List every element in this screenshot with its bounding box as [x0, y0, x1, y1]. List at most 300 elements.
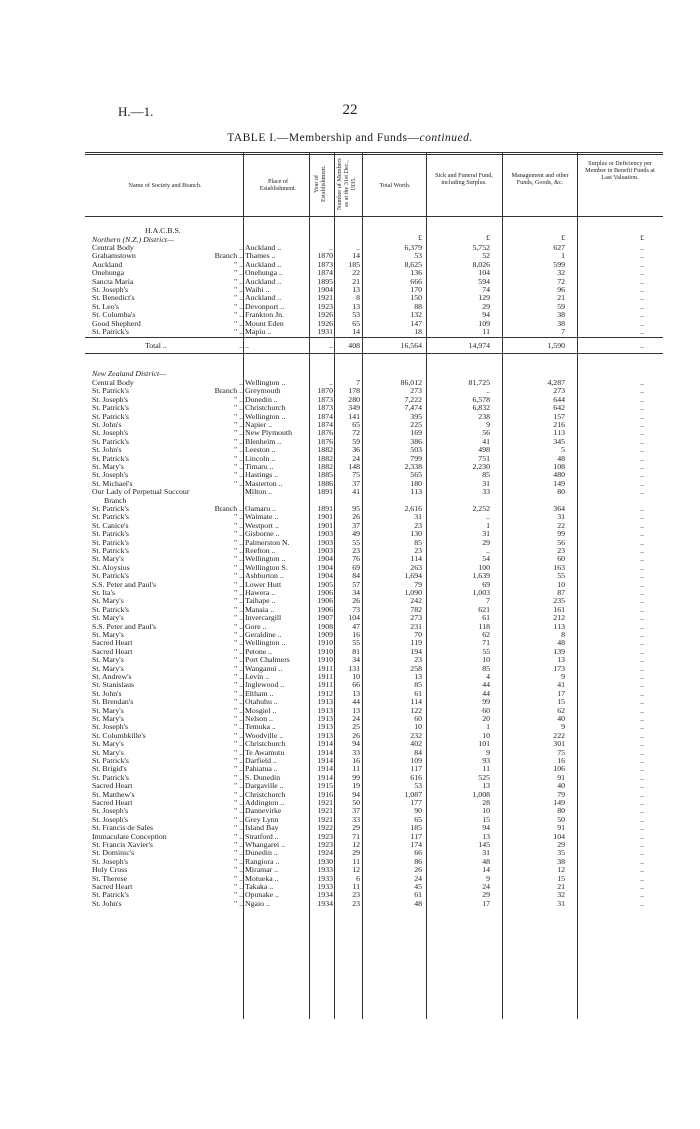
- cell-mem: 11: [352, 856, 360, 866]
- table-row: [85, 421, 663, 429]
- cell-mem: 47: [352, 621, 360, 631]
- cell-br: " ..: [233, 747, 243, 757]
- table-row: [85, 564, 663, 572]
- cell-year: 1882: [317, 445, 333, 455]
- cell-worth: 2,616: [404, 504, 422, 513]
- cell-place: Stratford ..: [245, 831, 279, 841]
- cell-mgmt: 113: [553, 621, 565, 631]
- cell-mgmt: 480: [553, 470, 565, 480]
- cell-br: " ..: [233, 680, 243, 690]
- table-row: [85, 471, 663, 479]
- cell-worth: 782: [410, 604, 422, 614]
- cell-year: 1905: [317, 579, 333, 589]
- cell-br: " ..: [233, 462, 243, 471]
- table-row: [85, 429, 663, 437]
- cell-name: Branch: [104, 495, 127, 505]
- cell-year: 1873: [317, 394, 333, 404]
- table-row: [85, 455, 663, 463]
- table-row: [85, 614, 663, 622]
- cell-mgmt: 48: [557, 638, 565, 648]
- table-row: [85, 732, 663, 740]
- cell-sick: ..: [486, 512, 490, 522]
- cell-year: 1913: [317, 722, 333, 732]
- cell-br: " ..: [233, 646, 243, 656]
- cell-br: " ..: [233, 436, 243, 446]
- cell-place: Opunake ..: [245, 890, 279, 900]
- cell-mem: 59: [352, 436, 360, 446]
- cell-sick: 4: [486, 672, 490, 681]
- cell-br: " ..: [233, 529, 243, 539]
- cell-surp: ..: [640, 898, 644, 908]
- cell-mem: 14: [352, 327, 360, 336]
- cell-place: Wellington S.: [245, 562, 288, 572]
- cell-sick: 56: [482, 428, 490, 438]
- table-row: [85, 690, 663, 698]
- cell-sick: 118: [478, 621, 490, 631]
- cell-mgmt: 48: [557, 453, 565, 463]
- table-row: [85, 505, 663, 513]
- cell-worth: 169: [410, 428, 422, 438]
- table-row: [85, 623, 663, 631]
- cell-mgmt: 40: [557, 714, 565, 723]
- cell-surp: ..: [640, 772, 644, 782]
- cell-sick: 48: [482, 856, 490, 866]
- cell-surp: ..: [640, 630, 644, 639]
- cell-year: 1895: [317, 276, 333, 286]
- cell-name: Auckland: [92, 259, 123, 269]
- cell-name: St. Joseph's: [92, 285, 129, 294]
- cell-mgmt: 644: [553, 394, 565, 404]
- cell-place: Island Bay: [245, 823, 279, 833]
- cell-surp: ..: [640, 276, 644, 286]
- cell-sick: 104: [478, 268, 490, 278]
- cell-year: 1870: [317, 386, 333, 396]
- cell-mem: 55: [352, 638, 360, 648]
- cell-mem: 25: [352, 722, 360, 732]
- cell-worth: 273: [410, 613, 422, 623]
- cell-mem: 185: [348, 259, 360, 269]
- cell-name: St. Mary's: [92, 613, 124, 623]
- cell-name: St. Mary's: [92, 554, 124, 564]
- cell-place: Wellington ..: [245, 638, 286, 648]
- cell-name: St. Stanislaus: [92, 680, 135, 690]
- cell-br: " ..: [233, 604, 243, 614]
- cell-name: St. Joseph's: [92, 814, 129, 824]
- cell-name: St. Mary's: [92, 663, 124, 673]
- cell-surp: ..: [640, 378, 644, 387]
- cell-mgmt: 21: [557, 882, 565, 891]
- cell-year: 1874: [317, 420, 333, 429]
- cell-worth: 136: [410, 268, 422, 278]
- cell-place: Masterton ..: [245, 478, 283, 488]
- cell-surp: ..: [640, 840, 644, 849]
- cell-sick: 11: [482, 327, 490, 336]
- cell-place: Devonport ..: [245, 301, 285, 311]
- cell-surp: ..: [640, 588, 644, 597]
- cell-mgmt: 9: [561, 722, 565, 732]
- cell-mem: 29: [352, 848, 360, 858]
- cell-place: Auckland ..: [245, 243, 282, 252]
- cell-sick: 145: [478, 840, 490, 849]
- cell-worth: 23: [414, 655, 422, 665]
- cell-br: " ..: [233, 268, 243, 278]
- cell-worth: 666: [410, 276, 422, 286]
- cell-place: New Plymouth: [245, 428, 292, 438]
- cell-br: " ..: [233, 814, 243, 824]
- cell-worth: 85: [414, 537, 422, 547]
- cell-mgmt: 23: [557, 546, 565, 555]
- cell-mem: 55: [352, 537, 360, 547]
- cell-worth: 6,379: [404, 243, 422, 252]
- cell-place: Woodville ..: [245, 730, 284, 740]
- cell-mgmt: 8: [561, 630, 565, 639]
- cell-mgmt: 91: [557, 772, 565, 782]
- cell-surp: ..: [640, 562, 644, 572]
- cell-worth: 70: [414, 630, 422, 639]
- cell-br: Branch ..: [214, 386, 243, 396]
- table-row: [85, 572, 663, 580]
- cell-sick: 94: [482, 310, 490, 320]
- cell-sick: 17: [482, 898, 490, 908]
- cell-surp: ..: [640, 865, 644, 875]
- cell-mgmt: 161: [553, 604, 565, 614]
- cell-name: St. John's: [92, 898, 122, 908]
- cell-year: 1903: [317, 537, 333, 547]
- cell-mem: 19: [352, 781, 360, 791]
- currency-mgmt: £: [561, 233, 565, 242]
- cell-mem: 44: [352, 697, 360, 707]
- header-surplus: Surplus or Deficiency per Member in Benefit Funds at Last Valuation.: [585, 160, 655, 181]
- cell-surp: ..: [640, 806, 644, 816]
- cell-year: 1885: [317, 470, 333, 480]
- cell-year: 1904: [317, 285, 333, 294]
- table-row: [85, 286, 663, 294]
- cell-place: Greymouth: [245, 386, 281, 396]
- cell-mem: 33: [352, 747, 360, 757]
- currency-sick: £: [486, 233, 490, 242]
- table-row: [85, 841, 663, 849]
- cell-mem: 29: [352, 823, 360, 833]
- cell-name: Sacred Heart: [92, 781, 133, 791]
- cell-br: " ..: [233, 301, 243, 311]
- cell-mgmt: 173: [553, 663, 565, 673]
- cell-place: Grey Lynn: [245, 814, 279, 824]
- cell-sick: 31: [482, 848, 490, 858]
- cell-surp: ..: [640, 613, 644, 623]
- table-row: [85, 891, 663, 899]
- cell-place: Dunedin ..: [245, 848, 278, 858]
- cell-place: Te Awamutu: [245, 747, 285, 757]
- cell-mgmt: 31: [557, 898, 565, 908]
- rule: [85, 353, 663, 354]
- table-row: [85, 379, 663, 387]
- cell-surp: ..: [640, 739, 644, 749]
- cell-br: " ..: [233, 621, 243, 631]
- cell-year: 1921: [317, 814, 333, 824]
- cell-mgmt: 96: [557, 285, 565, 294]
- cell-mem: 50: [352, 798, 360, 807]
- cell-place: ..: [245, 341, 249, 351]
- cell-worth: 7,222: [404, 394, 422, 404]
- cell-year: 1930: [317, 856, 333, 866]
- cell-surp: ..: [640, 453, 644, 463]
- cell-name: St. Patrick's: [92, 386, 129, 396]
- cell-sick: 44: [482, 688, 490, 698]
- cell-year: 1921: [317, 798, 333, 807]
- cell-name: Sacred Heart: [92, 646, 133, 656]
- cell-mgmt: 17: [557, 688, 565, 698]
- cell-name: St. Leo's: [92, 301, 119, 311]
- cell-sick: 14: [482, 865, 490, 875]
- cell-br: " ..: [233, 445, 243, 455]
- cell-surp: ..: [640, 848, 644, 858]
- cell-mgmt: 149: [553, 478, 565, 488]
- cell-mem: 12: [352, 840, 360, 849]
- cell-surp: ..: [640, 546, 644, 555]
- header-place: Place of Establishment.: [259, 178, 297, 192]
- cell-mgmt: 15: [557, 873, 565, 883]
- cell-surp: ..: [640, 781, 644, 791]
- cell-place: Auckland ..: [245, 259, 282, 269]
- cell-surp: ..: [640, 764, 644, 774]
- cell-sick: 9: [486, 420, 490, 429]
- cell-surp: ..: [640, 285, 644, 294]
- table-row: [85, 463, 663, 471]
- district-nz: New Zealand District—: [92, 369, 167, 379]
- cell-mem: 34: [352, 655, 360, 665]
- cell-place: Pahiatua ..: [245, 764, 278, 774]
- cell-surp: ..: [640, 520, 644, 530]
- cell-sick: 55: [482, 646, 490, 656]
- cell-br: Branch ..: [214, 251, 243, 261]
- cell-sick: 41: [482, 436, 490, 446]
- cell-surp: ..: [640, 512, 644, 522]
- cell-surp: ..: [640, 554, 644, 564]
- cell-worth: 31: [414, 512, 422, 522]
- cell-br: " ..: [233, 579, 243, 589]
- cell-sick: 20: [482, 714, 490, 723]
- cell-surp: ..: [640, 697, 644, 707]
- cell-place: Palmerston N.: [245, 537, 290, 547]
- cell-mgmt: 59: [557, 301, 565, 311]
- cell-name: St. Patrick's: [92, 436, 129, 446]
- cell-year: 1914: [317, 764, 333, 774]
- cell-name: S.S. Peter and Paul's: [92, 621, 156, 631]
- cell-place: Inglewood ..: [245, 680, 285, 690]
- cell-surp: ..: [640, 394, 644, 404]
- cell-worth: 799: [410, 453, 422, 463]
- cell-mgmt: 80: [557, 487, 565, 497]
- table-row: [85, 244, 663, 252]
- cell-sick: ..: [486, 546, 490, 555]
- cell-place: Oamaru ..: [245, 504, 276, 513]
- cell-worth: 263: [410, 562, 422, 572]
- cell-mem: 24: [352, 453, 360, 463]
- cell-surp: ..: [640, 310, 644, 320]
- cell-worth: 180: [410, 478, 422, 488]
- cell-year: ..: [329, 341, 333, 351]
- cell-place: Port Chalmers: [245, 655, 290, 665]
- cell-place: Mapiu ..: [245, 327, 272, 336]
- cell-sick: 15: [482, 814, 490, 824]
- cell-place: Whangarei ..: [245, 840, 286, 849]
- cell-place: Onehunga ..: [245, 268, 283, 278]
- cell-mgmt: 108: [553, 462, 565, 471]
- cell-place: Ashburton ..: [245, 571, 284, 581]
- cell-mem: 131: [348, 663, 360, 673]
- cell-year: 1876: [317, 428, 333, 438]
- cell-surp: ..: [640, 251, 644, 261]
- cell-place: Wanganui ..: [245, 663, 283, 673]
- cell-surp: ..: [640, 327, 644, 336]
- cell-sick: 31: [482, 529, 490, 539]
- cell-year: 1923: [317, 301, 333, 311]
- cell-br: " ..: [233, 630, 243, 639]
- cell-sick: 94: [482, 823, 490, 833]
- cell-year: 1931: [317, 327, 333, 336]
- district-northern: Northern (N.Z.) District—: [92, 235, 174, 244]
- cell-mem: 66: [352, 680, 360, 690]
- cell-mgmt: 5: [561, 445, 565, 455]
- table-row: [85, 278, 663, 286]
- cell-surp: ..: [640, 579, 644, 589]
- cell-surp: ..: [640, 604, 644, 614]
- cell-worth: 114: [410, 554, 422, 564]
- cell-year: 1922: [317, 823, 333, 833]
- cell-worth: 242: [410, 596, 422, 606]
- cell-mem: 148: [348, 462, 360, 471]
- cell-br: " ..: [233, 520, 243, 530]
- cell-year: 1904: [317, 571, 333, 581]
- cell-mgmt: 235: [553, 596, 565, 606]
- cell-worth: 8,625: [404, 259, 422, 269]
- cell-place: Waimate ..: [245, 512, 279, 522]
- cell-year: 1933: [317, 873, 333, 883]
- cell-place: Thames ..: [245, 251, 276, 261]
- cell-place: Wellington ..: [245, 554, 286, 564]
- cell-surp: ..: [640, 638, 644, 648]
- cell-sick: 71: [482, 638, 490, 648]
- table-row: [85, 639, 663, 647]
- cell-sick: 44: [482, 680, 490, 690]
- cell-year: 1909: [317, 630, 333, 639]
- cell-worth: 65: [414, 814, 422, 824]
- cell-surp: ..: [640, 341, 644, 351]
- cell-name: Our Lady of Perpetual Succour: [92, 487, 190, 497]
- cell-mgmt: 104: [553, 831, 565, 841]
- cell-worth: 66: [414, 848, 422, 858]
- cell-surp: ..: [640, 301, 644, 311]
- cell-place: Miramar ..: [245, 865, 279, 875]
- cell-worth: 395: [410, 411, 422, 421]
- cell-name: Immaculate Conception: [92, 831, 167, 841]
- cell-mem: 13: [352, 301, 360, 311]
- cell-name: St. Andrew's: [92, 672, 132, 681]
- cell-br: " ..: [233, 411, 243, 421]
- cell-place: Frankton Jn.: [245, 310, 284, 320]
- table-row: [85, 866, 663, 874]
- cell-mem: 16: [352, 630, 360, 639]
- cell-surp: ..: [640, 268, 644, 278]
- cell-surp: ..: [640, 436, 644, 446]
- cell-place: Milton ..: [245, 487, 273, 497]
- cell-year: 1903: [317, 529, 333, 539]
- table-row: [85, 252, 663, 260]
- cell-name: Good Shepherd: [92, 318, 141, 328]
- cell-year: 1874: [317, 411, 333, 421]
- cell-sick: 31: [482, 478, 490, 488]
- cell-worth: 79: [414, 579, 422, 589]
- cell-name: St. Patrick's: [92, 512, 129, 522]
- cell-sick: 10: [482, 655, 490, 665]
- cell-mgmt: 38: [557, 310, 565, 320]
- cell-year: 1914: [317, 739, 333, 749]
- cell-worth: 86,012: [400, 378, 422, 387]
- cell-year: 1921: [317, 293, 333, 303]
- cell-mgmt: 364: [553, 504, 565, 513]
- cell-br: " ..: [233, 840, 243, 849]
- cell-sick: 14,974: [468, 341, 490, 351]
- cell-worth: 13: [414, 672, 422, 681]
- cell-worth: 231: [410, 621, 422, 631]
- cell-place: Takaka ..: [245, 882, 274, 891]
- cell-place: Christchurch: [245, 789, 286, 799]
- cell-year: 1934: [317, 898, 333, 908]
- cell-sick: ..: [486, 386, 490, 396]
- cell-name: St. Mary's: [92, 739, 124, 749]
- cell-br: " ..: [233, 546, 243, 555]
- cell-mgmt: 163: [553, 562, 565, 572]
- cell-mgmt: 1,590: [547, 341, 565, 351]
- table-row: [85, 900, 663, 908]
- cell-surp: ..: [640, 672, 644, 681]
- cell-surp: ..: [640, 705, 644, 715]
- cell-mem: 73: [352, 604, 360, 614]
- cell-name: St. Patrick's: [92, 890, 129, 900]
- cell-sick: 101: [478, 739, 490, 749]
- cell-mem: 65: [352, 420, 360, 429]
- cell-br: " ..: [233, 276, 243, 286]
- cell-name: St. Mary's: [92, 596, 124, 606]
- cell-place: Dargaville ..: [245, 781, 284, 791]
- cell-worth: 402: [410, 739, 422, 749]
- cell-br: " ..: [233, 571, 243, 581]
- cell-br: " ..: [233, 663, 243, 673]
- cell-place: Hastings ..: [245, 470, 279, 480]
- table-row: [85, 446, 663, 454]
- cell-name: St. Mary's: [92, 630, 124, 639]
- cell-place: S. Dunedin: [245, 772, 281, 782]
- cell-mgmt: 50: [557, 814, 565, 824]
- cell-surp: ..: [640, 756, 644, 765]
- cell-mgmt: 87: [557, 588, 565, 597]
- currency-worth: £: [418, 233, 422, 242]
- cell-name: St. John's: [92, 688, 122, 698]
- currency-surp: £: [640, 233, 644, 242]
- cell-name: St. Mary's: [92, 747, 124, 757]
- cell-mgmt: 22: [557, 520, 565, 530]
- cell-mem: 53: [352, 310, 360, 320]
- cell-mem: 72: [352, 428, 360, 438]
- page-number: 22: [342, 102, 358, 118]
- table-row: [85, 858, 663, 866]
- cell-year: 1906: [317, 604, 333, 614]
- cell-year: 1926: [317, 318, 333, 328]
- table-row: [85, 320, 663, 328]
- table-row: [85, 311, 663, 319]
- cell-name: St. Patrick's: [92, 504, 129, 513]
- cell-br: " ..: [233, 453, 243, 463]
